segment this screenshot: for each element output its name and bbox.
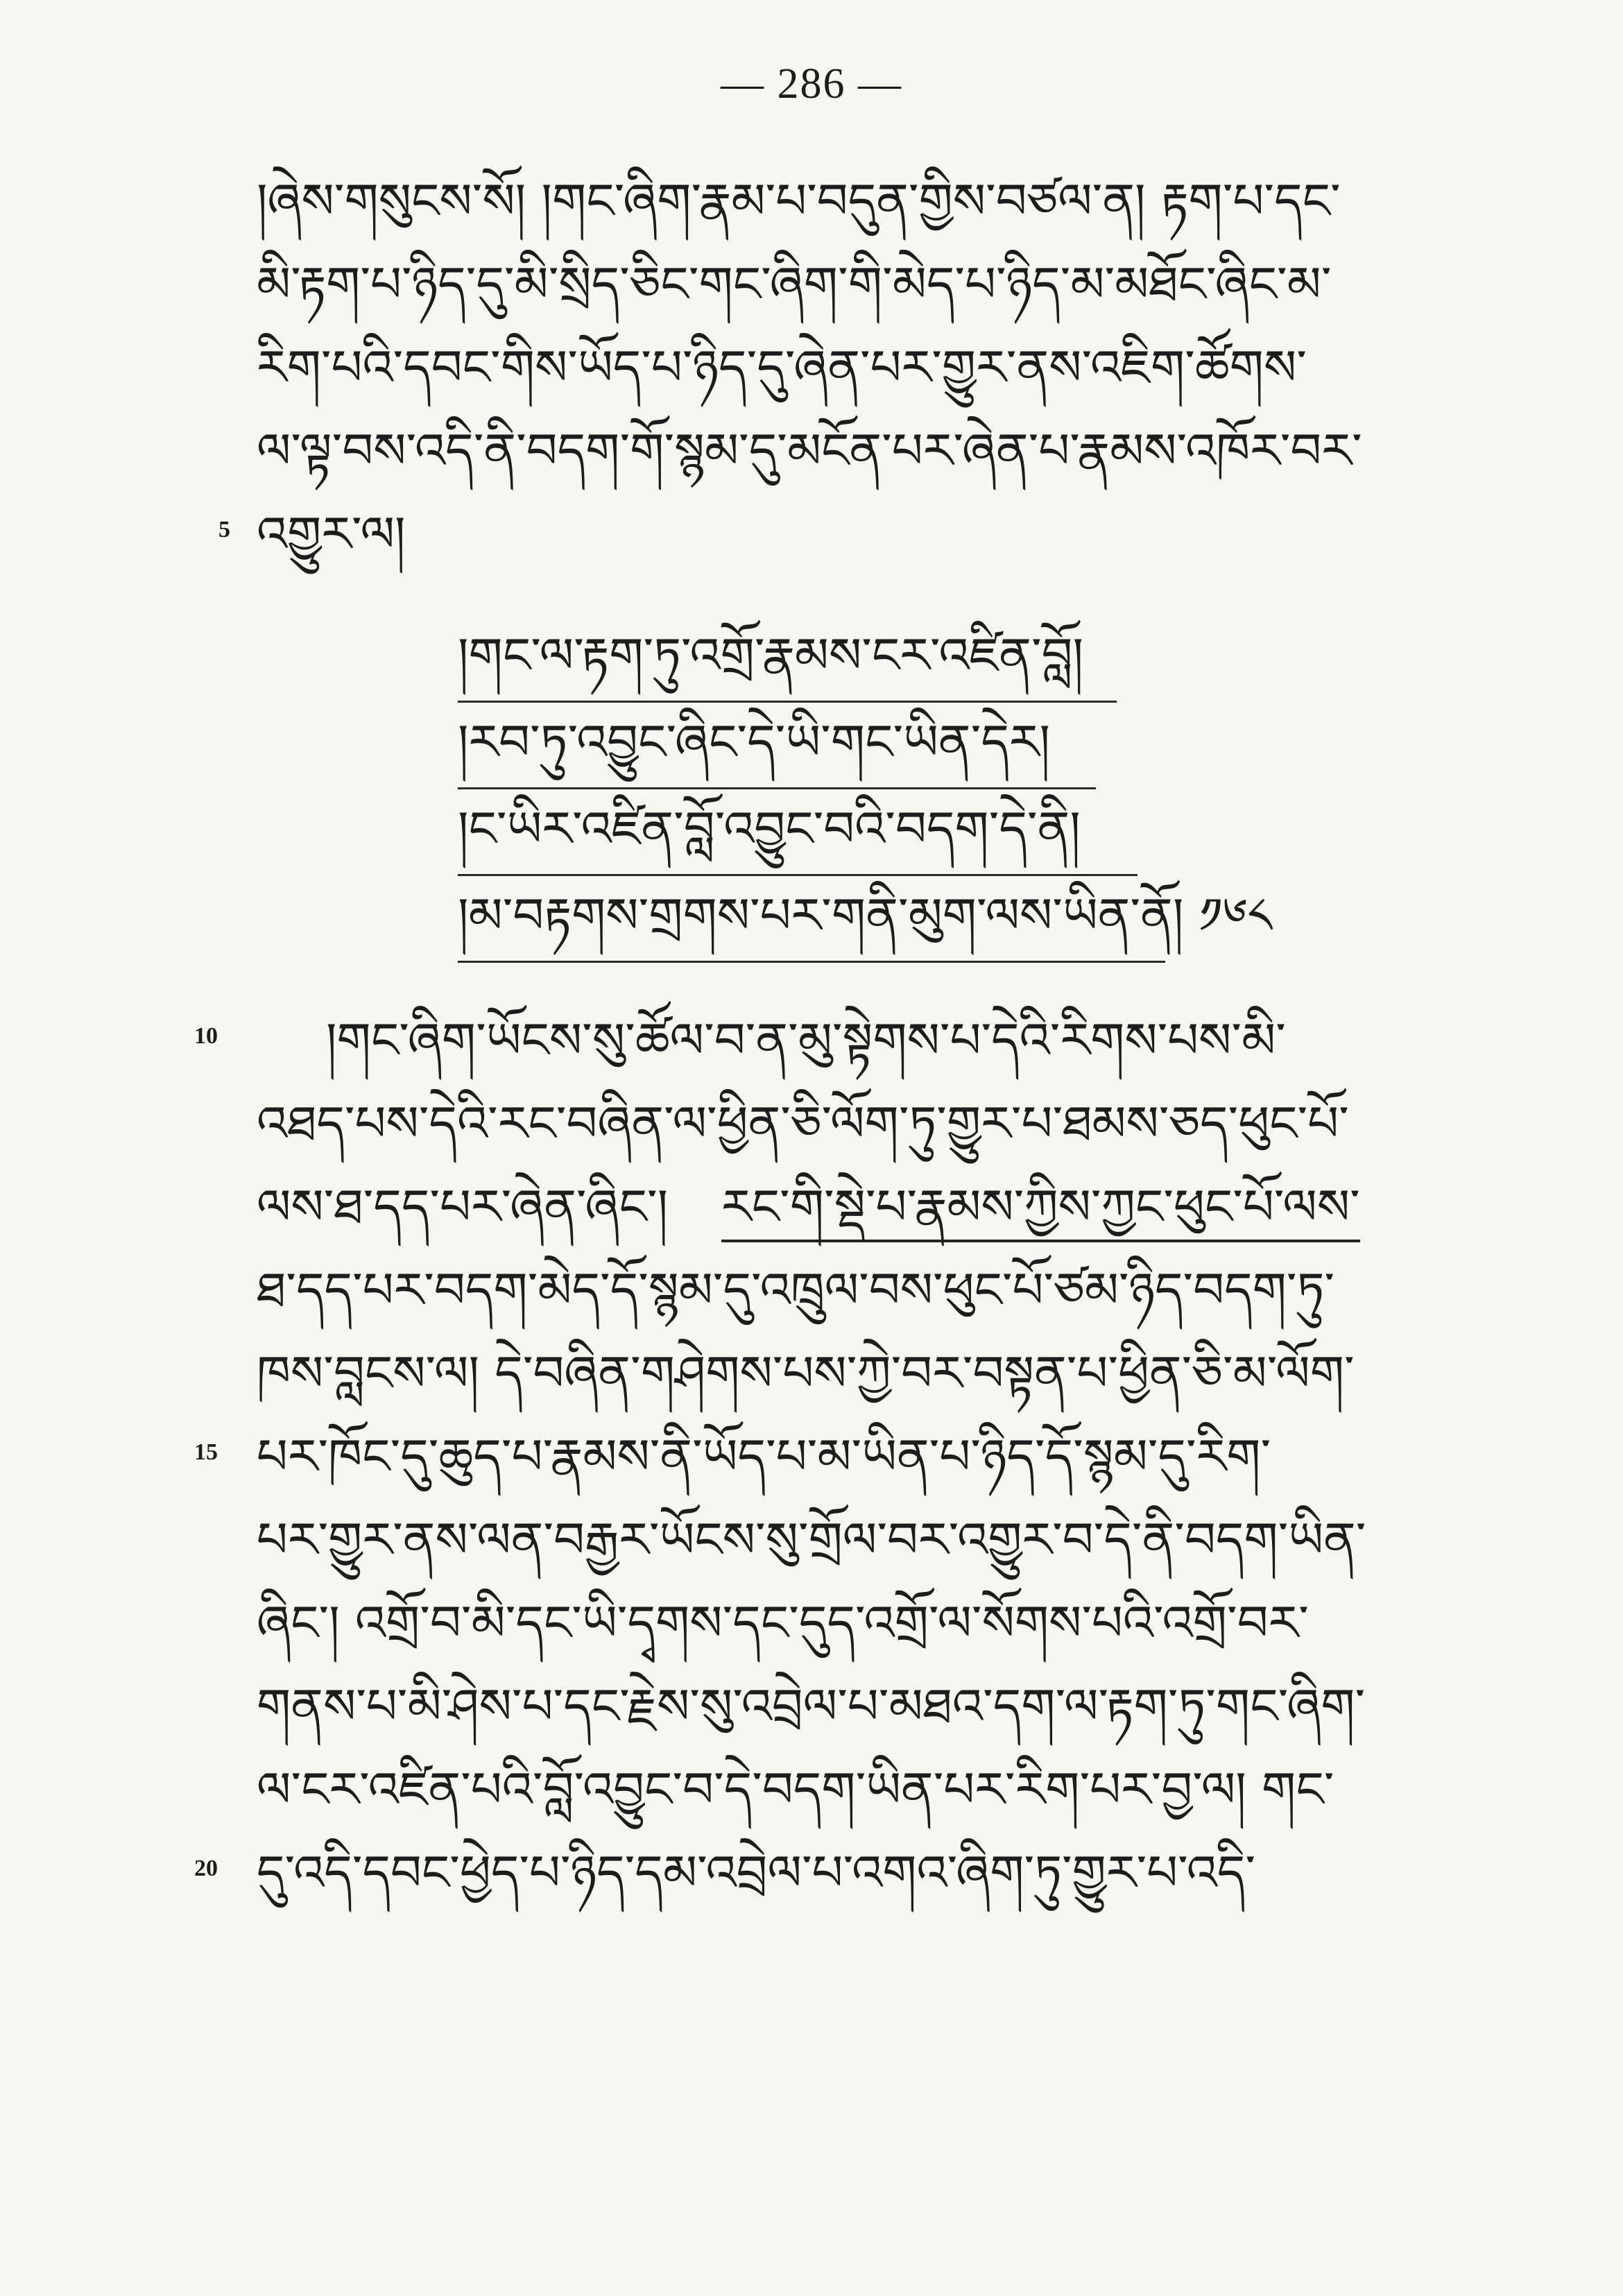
- line-number-15: 15: [194, 1439, 218, 1465]
- text-line-16: པར་གྱུར་ནས་ལན་བརྒྱར་ཡོངས་སུ་གྲོལ་བར་འགྱུར་བ་དེ་ནི་བདག་ཡིན་: [257, 1511, 1366, 1568]
- page-number: — 286 —: [721, 60, 902, 108]
- text-line-4: ལ་ལྟ་བས་འདི་ནི་བདག་གོ་སྙམ་དུ་མངོན་པར་ཞེན་པ་རྣམས་འཁོར་བར་: [257, 422, 1362, 479]
- text-line-19: ལ་ངར་འཛིན་པའི་བློ་འབྱུང་བ་དེ་བདག་ཡིན་པར་རིག་པར་བྱ་ལ། གང་: [257, 1761, 1334, 1818]
- line-number-5: 5: [218, 517, 230, 542]
- line-number-10: 10: [194, 1023, 218, 1049]
- verse-rule-4: [458, 961, 1165, 963]
- verse-line-1: །གང་ལ་རྟག་ཏུ་འགྲོ་རྣམས་ངར་འཛིན་བློ།: [458, 627, 1084, 684]
- verse-line-4: །མ་བརྟགས་གྲགས་པར་གནི་མུག་ལས་ཡིན་ནོ། ༡༦༨: [458, 887, 1273, 944]
- verse-rule-3: [458, 874, 1137, 876]
- verse-rule-2: [458, 787, 1096, 789]
- text-line-18: གནས་པ་མི་ཤེས་པ་དང་རྗེས་སུ་འབྲེལ་པ་མཐའ་དག་ལ་རྟག་ཏུ་གང་ཞིག་: [257, 1678, 1366, 1735]
- text-line-13: ཐ་དད་པར་བདག་མེད་དོ་སྙམ་དུ་འཁྲུལ་བས་ཕུང་པོ་ཙམ་ཉིད་བདག་ཏུ་: [257, 1262, 1335, 1319]
- verse-line-3: །ང་ཡིར་འཛིན་བློ་འབྱུང་བའི་བདག་དེ་ནི།: [458, 800, 1081, 857]
- text-line-15: པར་ཁོང་དུ་ཆུད་པ་རྣམས་ནི་ཡོད་པ་མ་ཡིན་པ་ཉིད་དོ་སྙམ་དུ་རིག་: [257, 1428, 1271, 1485]
- text-line-1: །ཞེས་གསུངས་སོ། །གང་ཞིག་རྣམ་པ་བདུན་གྱིས་བཙལ་ན། རྟག་པ་དང་: [257, 173, 1341, 230]
- text-line-2: མི་རྟག་པ་ཉིད་དུ་མི་སྲིད་ཅིང་གང་ཞིག་གི་མེད་པ་ཉིད་མ་མཐོང་ཞིང་མ་: [257, 256, 1332, 313]
- verse-rule-1: [458, 701, 1117, 703]
- text-line-12b: [721, 1172, 1360, 1242]
- text-line-17: ཞིང་། འགྲོ་བ་མི་དང་ཡི་དྭགས་དང་དུད་འགྲོ་ལ་སོགས་པའི་འགྲོ་བར་: [257, 1595, 1309, 1652]
- underlined-phrase: རང་གི་སྡེ་པ་རྣམས་ཀྱིས་ཀྱང་ཕུང་པོ་ལས་: [721, 1179, 1360, 1242]
- line-number-20: 20: [194, 1856, 218, 1881]
- text-line-10: །གང་ཞིག་ཡོངས་སུ་ཚོལ་བ་ན་མུ་སྟེགས་པ་དེའི་རིགས་པས་མི་: [326, 1012, 1286, 1069]
- text-line-20: དུ་འདི་དབང་ཕྱེད་པ་ཉིད་དམ་འབྲེལ་པ་འགའ་ཞིག་ཏུ་གྱུར་པ་འདི་: [257, 1844, 1256, 1901]
- text-line-5: འགྱུར་ལ།: [257, 506, 406, 563]
- text-line-12a: ལས་ཐ་དད་པར་ཞེན་ཞིང་།: [257, 1179, 669, 1235]
- verse-line-2: །རབ་ཏུ་འབྱུང་ཞིང་དེ་ཡི་གང་ཡིན་དེར།: [458, 714, 1050, 771]
- text-line-14: ཁས་བླངས་ལ། དེ་བཞིན་གཤེགས་པས་ཀྱེ་བར་བསྟན་པ་ཕྱིན་ཅི་མ་ལོག་: [257, 1345, 1355, 1402]
- text-line-11: འཐད་པས་དེའི་རང་བཞིན་ལ་ཕྱིན་ཅི་ལོག་ཏུ་གྱུར་པ་ཐམས་ཅད་ཕུང་པོ་: [257, 1095, 1349, 1152]
- text-line-3: རིག་པའི་དབང་གིས་ཡོད་པ་ཉིད་དུ་ཞེན་པར་གྱུར་ནས་འཇིག་ཚོགས་: [257, 339, 1307, 396]
